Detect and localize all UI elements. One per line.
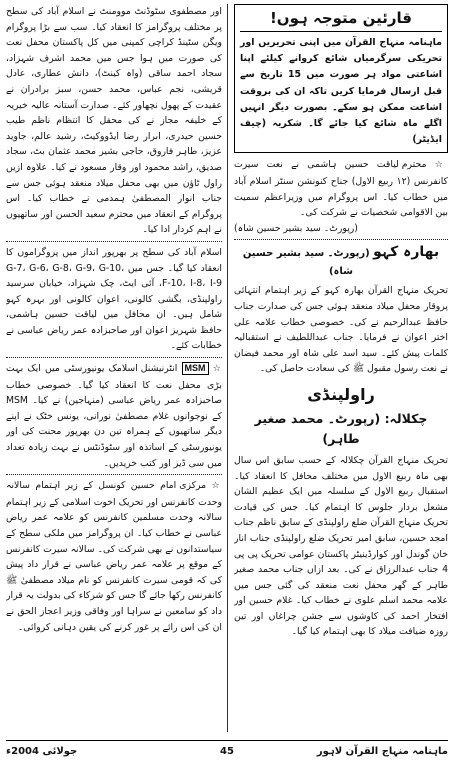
article-paragraph: تحریک منہاج القرآن بھارہ کہو کے زیر اہتمام انتہائی پروقار محفل میلاد منعقد ہوئی جس کی صدارت جناب حافظ عبدالرحیم نے کی۔ خصوصی خطاب علامہ علی اختر اعوان نے فرمایا۔ جناب عبداللطیف نے استقبالیہ کلمات پیش کئے۔ سید اسد علی شاہ اور محمد فیضان نے نعت رسول مقبول ﷺ کی سعادت حاصل کی۔: [234, 285, 448, 375]
notice-body: ماہنامہ منہاج القرآن میں اپنی تحریریں اور تحریکی سرگرمیاں شائع کروانے کیلئے اپنا اشاعتی مواد ہر صورت میں 15 تاریخ سے قبل ارسال فرمایا کریں تاکہ ان کی بروقت اشاعت ممکن ہو سکے۔ بصورت دیگر انہیں اگلے ماہ شائع کیا جائے گا۔ شکریہ (چیف ایڈیٹر): [240, 37, 442, 146]
dotted-divider: [6, 241, 222, 242]
footer-page-number: 45: [220, 746, 234, 757]
notice-box: [234, 4, 448, 153]
paragraph-text: انٹرنیشنل اسلامک یونیورسٹی میں ایک بہت بڑی محفل نعت کا انعقاد کیا گیا۔ خصوصی خطاب صاحبزادہ عمر ریاض عباسی (منہاجین) نے کیا۔ MSM کے نوجوانوں غلام مصطفیٰ نورانی، یونس خٹک نے اپنے دیگر ساتھیوں کے ہمراہ تین دن بھرپور محنت کی اور یونیورسٹی کے اساتذہ اور سٹوڈنٹس نے بہت زیادہ تعداد میں سی ڈیز اور کتب خریدیں۔: [6, 363, 222, 469]
article-paragraph: تحریک منہاج القرآن چکلالہ کے حسب سابق اس سال بھی ماہ ربیع الاول میں مختلف محافل کا انعقاد کیا۔ استقبال ربیع الاول کے سلسلہ میں ایک عظیم الشان مشعل بردار جلوس کا اہتمام کیا۔ جس کی قیادت تحریک منہاج القرآن ضلع راولپنڈی کے سابق ناظم جناب امجد حسین، سابق امیر تحریک ضلع راولپنڈی جناب انار خان گوندل اور کوارڈینیٹر پاکستان عوامی تحریک پی پی 4 جناب عبدالرزاق نے کی۔ بعد ازاں جناب محمد صغیر طاہر کے گھر محفل نعت منعقد کی گئی جس میں علامہ محمد اسلم علوی نے خطاب کیا۔ غلام حسین اور افتخار احمد کی کاوشوں سے جشن چراغاں اور تین روزہ ضیافت میلاد کا بھی اہتمام کیا گیا۔: [234, 454, 448, 638]
star-bullet-icon: ☆: [212, 364, 222, 375]
star-bullet-icon: ☆: [434, 160, 448, 171]
right-column: [234, 4, 448, 730]
dotted-divider: [6, 357, 222, 358]
article-paragraph: اسلام آباد کی سطح پر بھرپور انداز میں پروگراموں کا انعقاد کیا گیا۔ جس میں G-7، G-6، G-8، G-9، G-10، F-10، I-8، I-9، آئی ایٹ، چک شہزاد، خیابان سرسید راولپنڈی، بگشی کالونی، اعوان کالونی اور بہرہ کہو شامل ہیں۔ ان محافل میں لیاقت حسین ہاشمی، حافظ شہریز اعوان اور صاحبزادہ عمر ریاض عباسی نے خطابات کئے۔: [6, 246, 222, 352]
article-paragraph: [234, 157, 448, 220]
notice-title: قارئین متوجہ ہوں!: [240, 8, 442, 32]
dotted-divider: [234, 239, 448, 240]
section-title-rawalpindi: راولپنڈی: [307, 384, 375, 404]
bahara-credit: (رپورٹ۔ سید بشیر حسین شاہ): [242, 248, 370, 278]
left-column: [6, 4, 222, 730]
footer-rule: [6, 740, 448, 741]
page-footer: [6, 744, 448, 764]
article-paragraph: [6, 361, 222, 471]
dotted-divider: [6, 474, 222, 475]
article-paragraph: [6, 478, 222, 635]
star-bullet-icon: ☆: [211, 481, 222, 492]
article-paragraph: اور مصطفوی سٹوڈنٹ موومنٹ نے اسلام آباد کی سطح پر مختلف پروگرامز کا انعقاد کیا۔ سب سے بڑا پروگرام ویگن سٹینڈ کراچی کمپنی میں کل پاکستان محفل نعت کی صورت میں ہوا جس میں محمد اشرف شہزاد، سجاد احمد ساقی (واہ کینٹ)، دانش عطاری، عادل قریشی، نجم عباس، محمد حسن، سبز برادران نے عقیدت کے پھول نچھاور کئے۔ صدارت آستانہ عالیہ خیریہ کے خلیفہ مجاز نے کی محفل کا انتظام ناظم طیب حسین حیدری، ابرار رضا ایڈووکیٹ، رشید عالم، جاوید عزیز، طاہر فاروق، حاجی بشیر محمد عثمان بٹ، سجاد صدیق، راشد محمود اور وقار مسعود نے کیا۔ علاوہ ازیں راول ٹاؤن میں بھی محفل میلاد منعقد ہوئی جس سے جناب انوار المصطفیٰ ہمدمی نے خطاب کیا۔ اس پروگرام کے انعقاد میں محترم سعید الحسن اور ساتھیوں نے اہم کردار ادا کیا۔: [6, 6, 222, 236]
msm-label: MSM: [182, 362, 209, 375]
footer-magazine-name: ماہنامہ منہاج القرآن لاہور: [316, 746, 448, 757]
paragraph-text: محترم لیاقت حسین ہاشمی نے نعت سیرت کانفرنس (۱۲ ربیع الاول) جناح کنونشن سنٹر اسلام آباد میں خطاب کیا۔ اس پروگرام میں وزیراعظم سمیت بین الاقوامی شخصیات نے شرکت کی۔: [234, 159, 448, 219]
column-divider: [227, 4, 228, 732]
chaklala-byline: چکلالہ: (رپورٹ۔ محمد صغیر طاہر): [254, 410, 428, 446]
bahara-kahu-heading: [234, 243, 448, 281]
footer-date: جولائی 2004ء: [6, 746, 78, 757]
report-credit: (رپورٹ۔ سید بشیر حسین شاہ): [234, 222, 358, 234]
bahara-title: بھارہ کہو: [373, 244, 440, 261]
paragraph-text: مرکزی امام حسین کونسل کے زیر اہتمام سالانہ وحدت کانفرنس اور تحریک اخوت اسلامی کے زیر اہتمام سالانہ وحدت مسلمین کانفرنس کو علامہ عمر ریاض عباسی نے خطاب کیا۔ ان پروگرامز میں ملکی سطح کے سیاستدانوں نے بھی شرکت کی۔ سالانہ سیرت کانفرنس کے موقع پر علامہ عمر ریاض عباسی نے قرار داد پیش کی کہ قومی سیرت کانفرنس کو نام میلاد مصطفیٰ ﷺ کانفرنس رکھا جائے گا جس کو شرکاء کی بدولت یہ قرار داد کو سامعین نے سراہا اور وفاقی وزیر اعجاز الحق نے ان کی اس رائے پر غور کرنے کی یقین دہانی کروائی۔: [6, 480, 222, 633]
